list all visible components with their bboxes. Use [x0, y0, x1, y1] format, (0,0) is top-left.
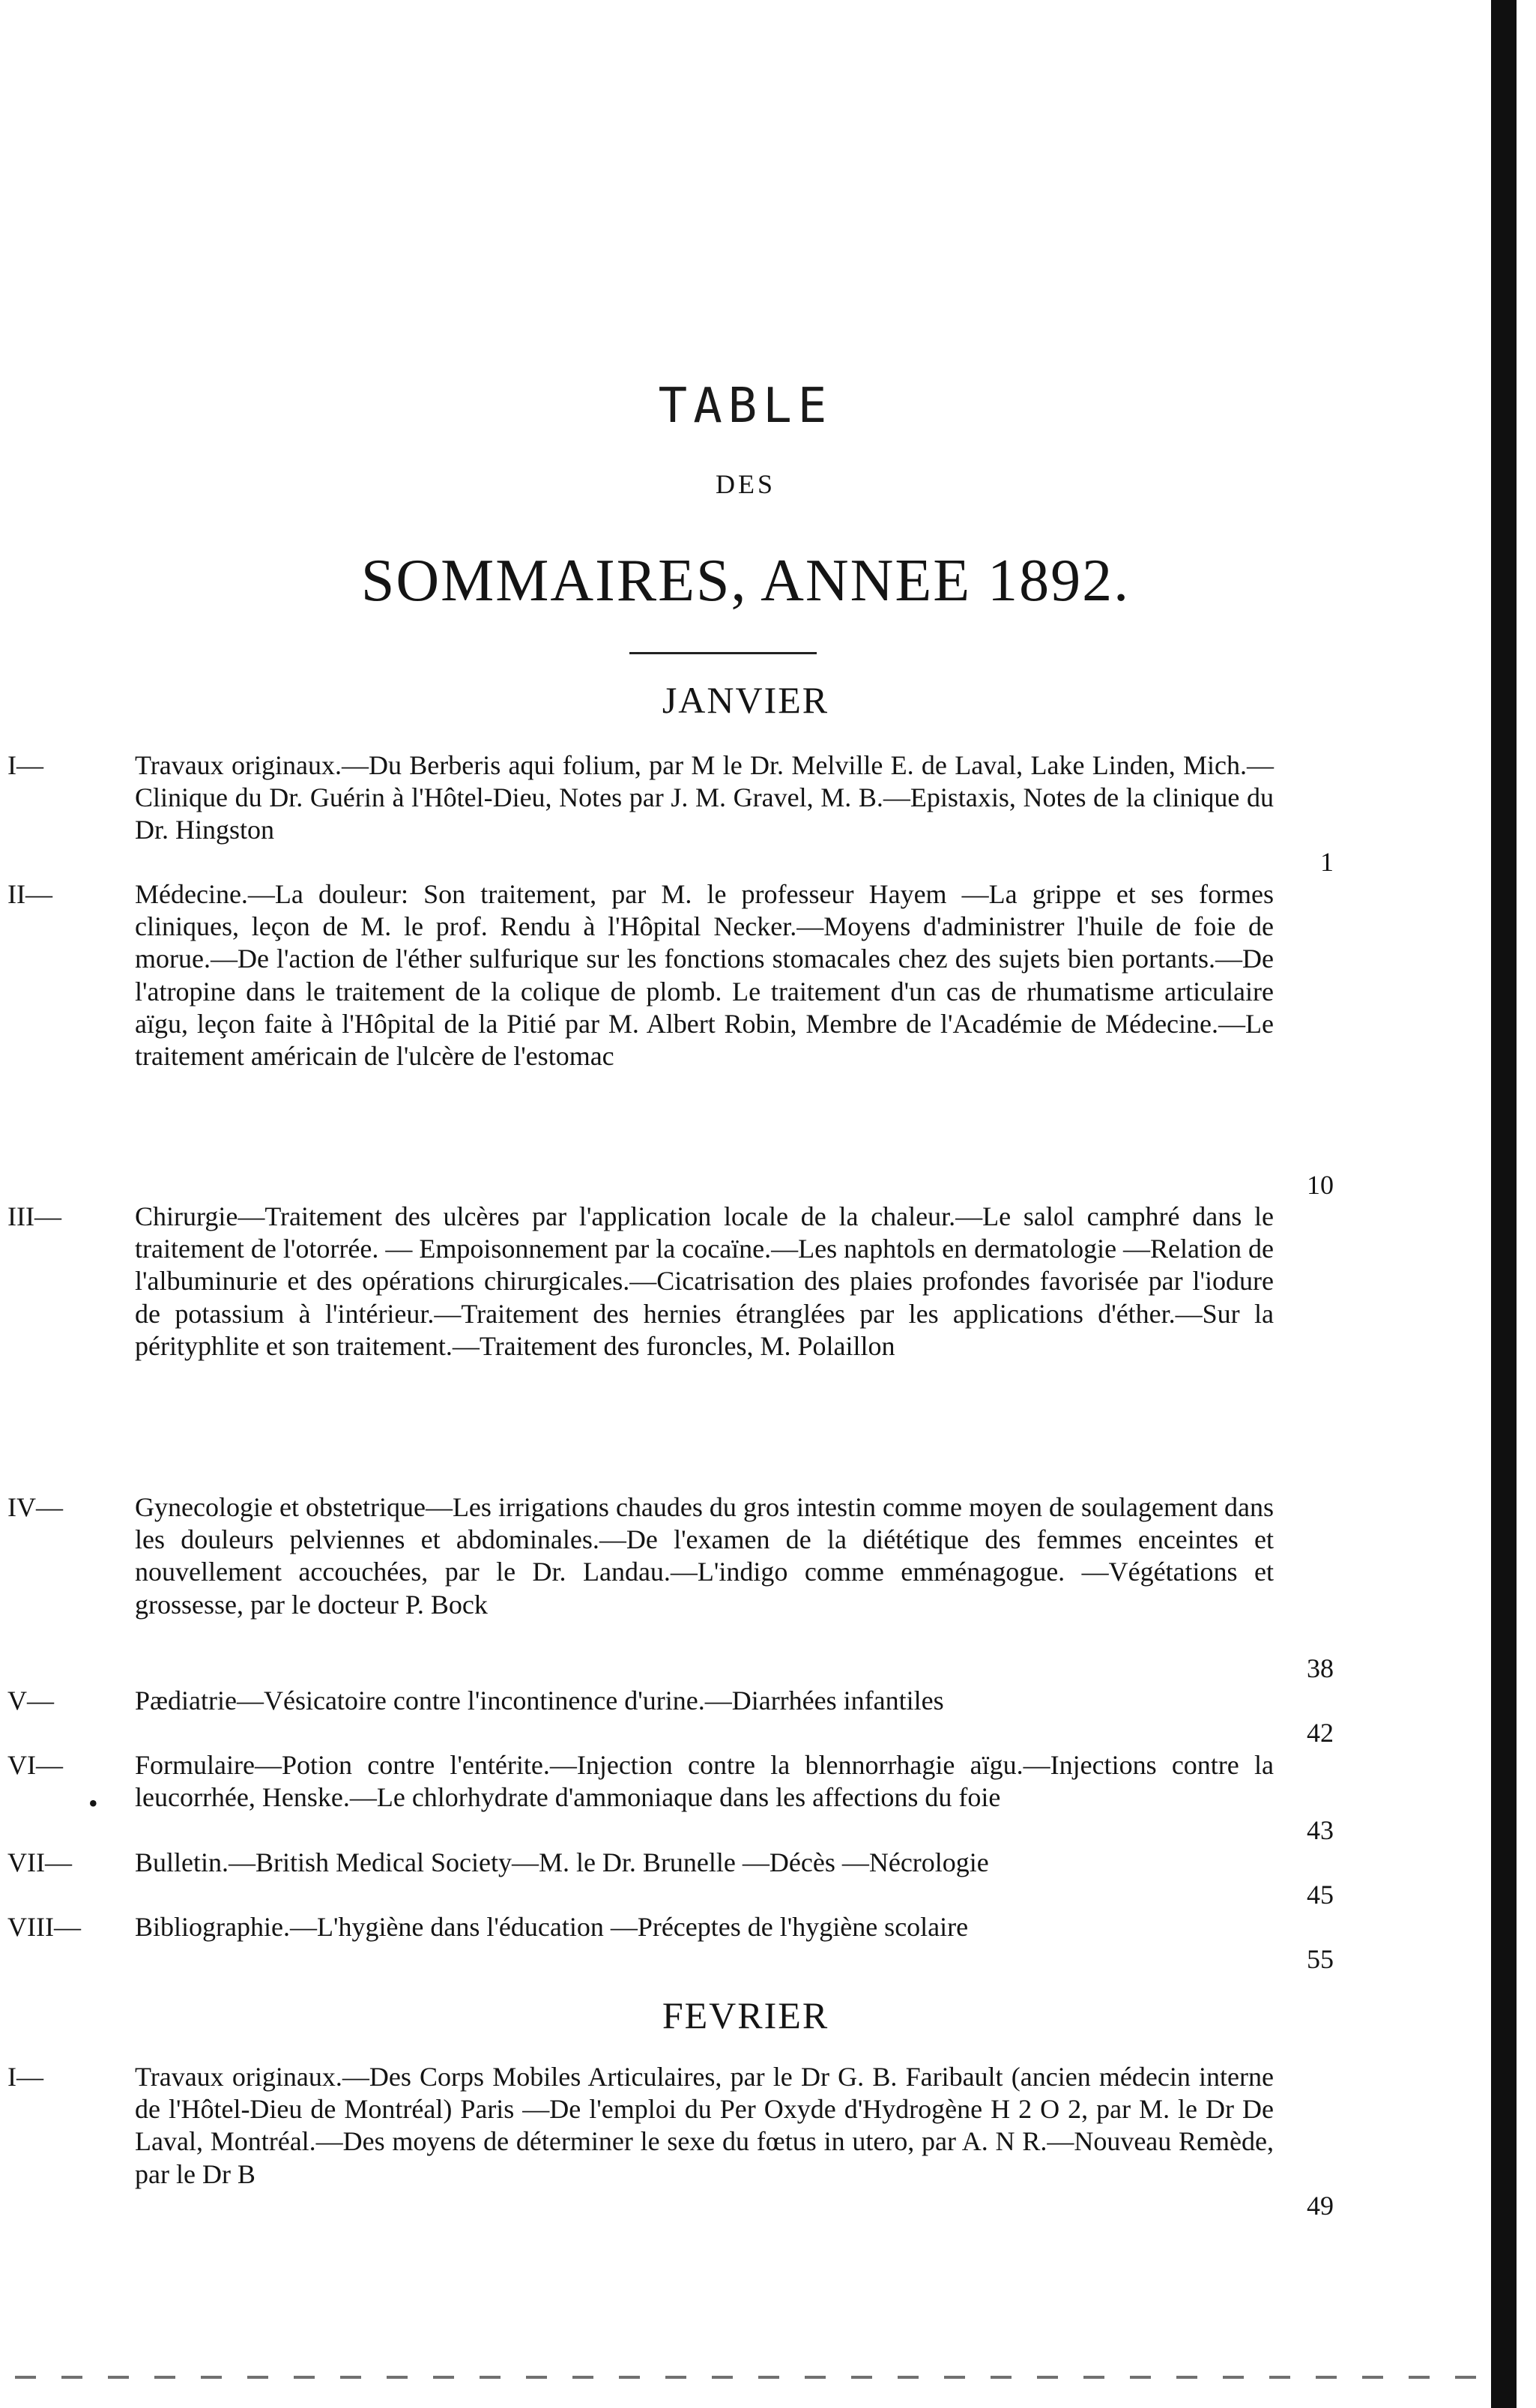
toc-entry	[7, 1847, 1274, 1911]
toc-entry	[7, 878, 1274, 1201]
entry-text: Chirurgie—Traitement des ulcères par l'application locale de la chaleur.—Le salol camphré dans le traitement de l'otorrée. — Empoisonnement par la cocaïne.—Les naphtols en dermatologie —Relation de l'albuminurie et des opérations chirurgicales.—Cicatrisation des plaies profondes favorisée par l'iodure de potassium à l'intérieur.—Traitement des hernies étranglées par les applications d'éther.—Sur la pérityphlite et son traitement.—Traitement des furoncles, M. Polaillon	[135, 1201, 1274, 1361]
entry-page-number: 43	[1307, 1815, 1334, 1845]
toc-entry	[7, 2061, 1274, 2226]
entry-number: II—	[7, 879, 52, 909]
entry-text: Travaux originaux.—Des Corps Mobiles Articulaires, par le Dr G. B. Faribault (ancien médecin interne de l'Hôtel-Dieu de Montréal) Paris —De l'emploi du Per Oxyde d'Hydrogène H 2 O 2, par M. le Dr De Laval, Montréal.—Des moyens de déterminer le sexe du fœtus in utero, par A. N R.—Nouveau Remède, par le Dr B	[135, 2062, 1274, 2189]
entry-text: Bulletin.—British Medical Society—M. le Dr. Brunelle —Décès —Nécrologie	[135, 1847, 989, 1877]
scan-edge-bar	[1491, 0, 1517, 2408]
entry-number: VI—	[7, 1750, 63, 1780]
entry-text: Pædiatrie—Vésicatoire contre l'incontinence d'urine.—Diarrhées infantiles	[135, 1686, 944, 1716]
entry-number: I—	[7, 750, 43, 780]
entry-number: VIII—	[7, 1912, 81, 1942]
toc-entry	[7, 1911, 1274, 1976]
bottom-dash-line	[15, 2376, 1476, 2379]
toc-entry	[7, 749, 1274, 878]
entry-number: VII—	[7, 1847, 72, 1877]
toc-entry	[7, 1685, 1274, 1749]
entry-page-number: 42	[1307, 1718, 1334, 1748]
month-heading-janvier: JANVIER	[662, 679, 829, 721]
entry-page-number: 45	[1307, 1880, 1334, 1910]
entry-text: Bibliographie.—L'hygiène dans l'éducation —Préceptes de l'hygiène scolaire	[135, 1912, 969, 1942]
entry-page-number: 38	[1307, 1653, 1334, 1683]
entry-text: Formulaire—Potion contre l'entérite.—Injection contre la blennorrhagie aïgu.—Injections contre la leucorrhée, Henske.—Le chlorhydrate d'ammoniaque dans les affections du foie	[135, 1750, 1274, 1813]
toc-entry	[7, 1749, 1274, 1847]
entry-number: III—	[7, 1201, 61, 1231]
margin-dot: •	[88, 1788, 98, 1818]
entry-number: V—	[7, 1686, 54, 1716]
toc-entry	[7, 1201, 1274, 1491]
title-rule	[629, 652, 817, 654]
entry-page-number: 49	[1307, 2191, 1334, 2221]
entry-text: Travaux originaux.—Du Berberis aqui folium, par M le Dr. Melville E. de Laval, Lake Linden, Mich.—Clinique du Dr. Guérin à l'Hôtel-Dieu, Notes par J. M. Gravel, M. B.—Epistaxis, Notes de la clinique du Dr. Hingston	[135, 750, 1274, 845]
entry-page-number: 55	[1307, 1944, 1334, 1974]
month-heading-fevrier: FEVRIER	[662, 1994, 829, 2036]
entry-page-number: 10	[1307, 1170, 1334, 1200]
title-des: DES	[715, 469, 775, 499]
entry-text: Médecine.—La douleur: Son traitement, par M. le professeur Hayem —La grippe et ses formes cliniques, leçon de M. le prof. Rendu à l'Hôpital Necker.—Moyens d'administrer l'huile de foie de morue.—De l'action de l'éther sulfurique sur les fonctions stomacales chez des sujets bien portants.—De l'atropine dans le traitement de la colique de plomb. Le traitement d'un cas de rhumatisme articulaire aïgu, leçon faite à l'Hôpital de la Pitié par M. Albert Robin, Membre de l'Académie de Médecine.—Le traitement américain de l'ulcère de l'estomac	[135, 879, 1274, 1072]
entry-number: I—	[7, 2062, 43, 2092]
page-title: TABLE	[658, 378, 833, 434]
toc-entry	[7, 1491, 1274, 1685]
entry-number: IV—	[7, 1492, 63, 1522]
page-subtitle: SOMMAIRES, ANNEE 1892.	[360, 548, 1131, 614]
entry-text: Gynecologie et obstetrique—Les irrigations chaudes du gros intestin comme moyen de soulagement dans les douleurs pelviennes et abdominales.—De l'examen de la diététique des femmes enceintes et nouvellement accouchées, par le Dr. Landau.—L'indigo comme emménagogue. —Végétations et grossesse, par le docteur P. Bock	[135, 1492, 1274, 1620]
entry-page-number: 1	[1320, 847, 1334, 877]
